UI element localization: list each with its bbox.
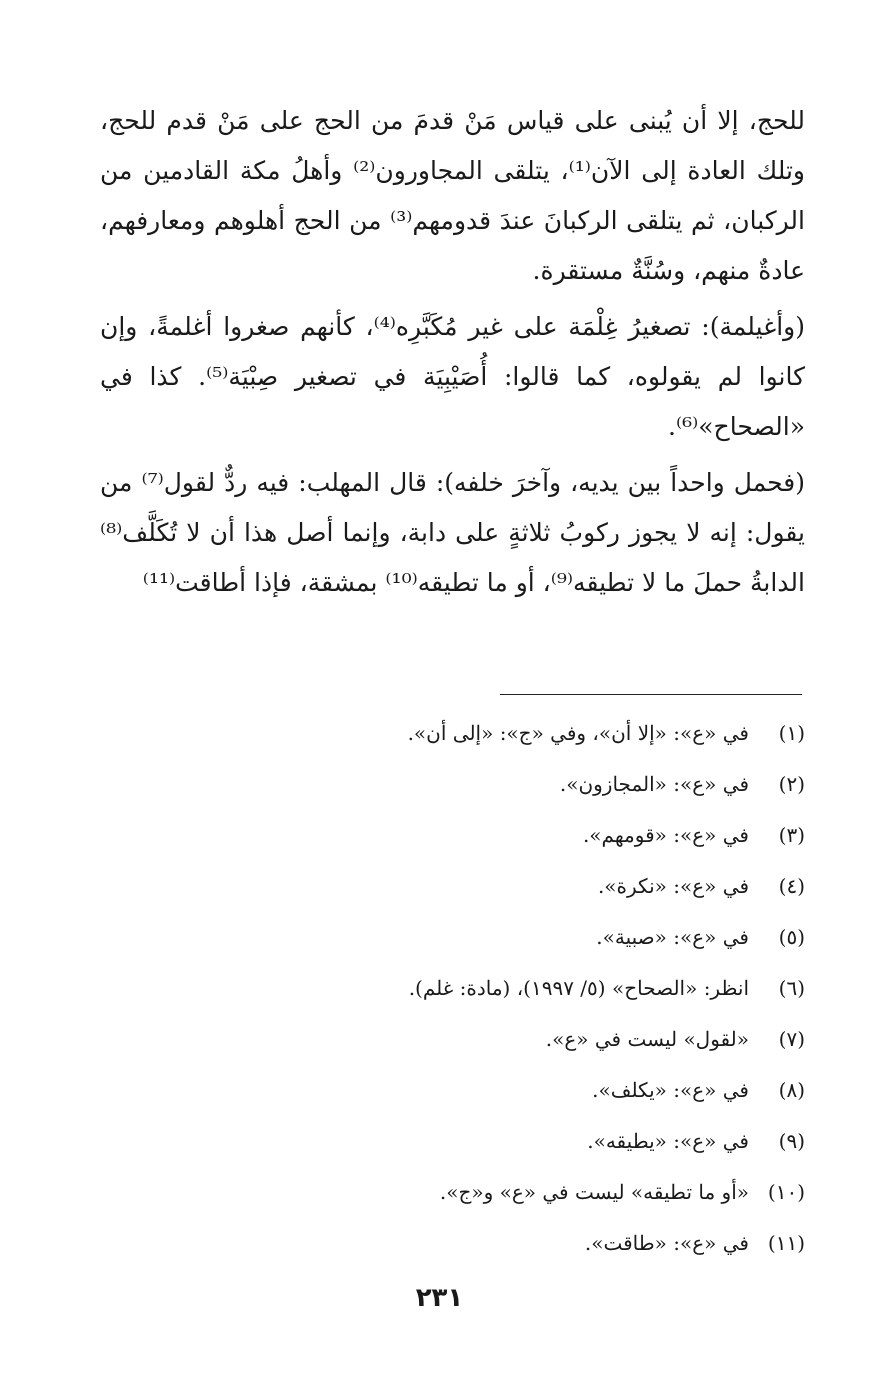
footnote: [105, 1218, 805, 1269]
main-text: [100, 96, 805, 614]
footnote-number: (٧): [778, 1027, 805, 1051]
footnotes: [105, 708, 805, 1269]
footnote: [105, 1116, 805, 1167]
footnote-text: في «ع»: «طاقت».: [584, 1231, 749, 1255]
footnote-text: في «ع»: «المجازون».: [559, 772, 749, 796]
footnote-number: (٩): [778, 1129, 805, 1153]
footnote-text: «أو ما تطيقه» ليست في «ع» و«ج».: [439, 1180, 749, 1204]
footnote-number: (٥): [778, 925, 805, 949]
footnote-text: في «ع»: «قومهم».: [582, 823, 749, 847]
footnote-text: في «ع»: «صبية».: [596, 925, 749, 949]
footnote-separator: [500, 694, 802, 695]
footnote-text: انظر: «الصحاح» (٥/ ١٩٩٧)، (مادة: غلم).: [408, 976, 749, 1000]
footnote-number: (٦): [778, 976, 805, 1000]
footnote: [105, 810, 805, 861]
footnote-number: (٢): [778, 772, 805, 796]
paragraph-2: (وأغيلمة): تصغيرُ غِلْمَة على غير مُكَبَّرِه⁽⁴⁾، كأنهم صغروا أغلمةً، وإن كانوا لم يقولوه، كما قالوا: أُصَيْبِيَة في تصغير صِبْيَة⁽⁵⁾. كذا في «الصحاح»⁽⁶⁾.: [100, 312, 805, 441]
footnote: [105, 861, 805, 912]
footnote-number: (٨): [778, 1078, 805, 1102]
footnote-text: «لقول» ليست في «ع».: [545, 1027, 749, 1051]
footnote: [105, 759, 805, 810]
footnote: [105, 708, 805, 759]
page-number: ٢٣١: [415, 1283, 464, 1313]
footnote: [105, 1167, 805, 1218]
footnote: [105, 963, 805, 1014]
footnote: [105, 1014, 805, 1065]
footnote-number: (١١): [767, 1231, 805, 1255]
footnote-text: في «ع»: «نكرة».: [597, 874, 749, 898]
footnote: [105, 912, 805, 963]
footnote-number: (٣): [778, 823, 805, 847]
footnote-text: في «ع»: «يطيقه».: [587, 1129, 749, 1153]
footnote: [105, 1065, 805, 1116]
paragraph-1: للحج، إلا أن يُبنى على قياس مَنْ قدمَ من الحج على مَنْ قدم للحج، وتلك العادة إلى الآن⁽¹⁾، يتلقى المجاورون⁽²⁾ وأهلُ مكة القادمين من الركبان، ثم يتلقى الركبانَ عندَ قدومهم⁽³⁾ من الحج أهلوهم ومعارفهم، عادةٌ منهم، وسُنَّةٌ مستقرة.: [100, 106, 805, 285]
footnote-text: في «ع»: «إلا أن»، وفي «ج»: «إلى أن».: [407, 721, 749, 745]
footnote-number: (١٠): [767, 1180, 805, 1204]
footnote-text: في «ع»: «يكلف».: [592, 1078, 749, 1102]
paragraph-3: (فحمل واحداً بين يديه، وآخرَ خلفه): قال المهلب: فيه ردٌّ لقول⁽⁷⁾ من يقول: إنه لا يجوز ركوبُ ثلاثةٍ على دابة، وإنما أصل هذا أن لا تُكَلَّف⁽⁸⁾ الدابةُ حملَ ما لا تطيقه⁽⁹⁾، أو ما تطيقه⁽¹⁰⁾ بمشقة، فإذا أطاقت⁽¹¹⁾: [100, 468, 806, 597]
footnote-number: (١): [778, 721, 805, 745]
footnote-number: (٤): [778, 874, 805, 898]
